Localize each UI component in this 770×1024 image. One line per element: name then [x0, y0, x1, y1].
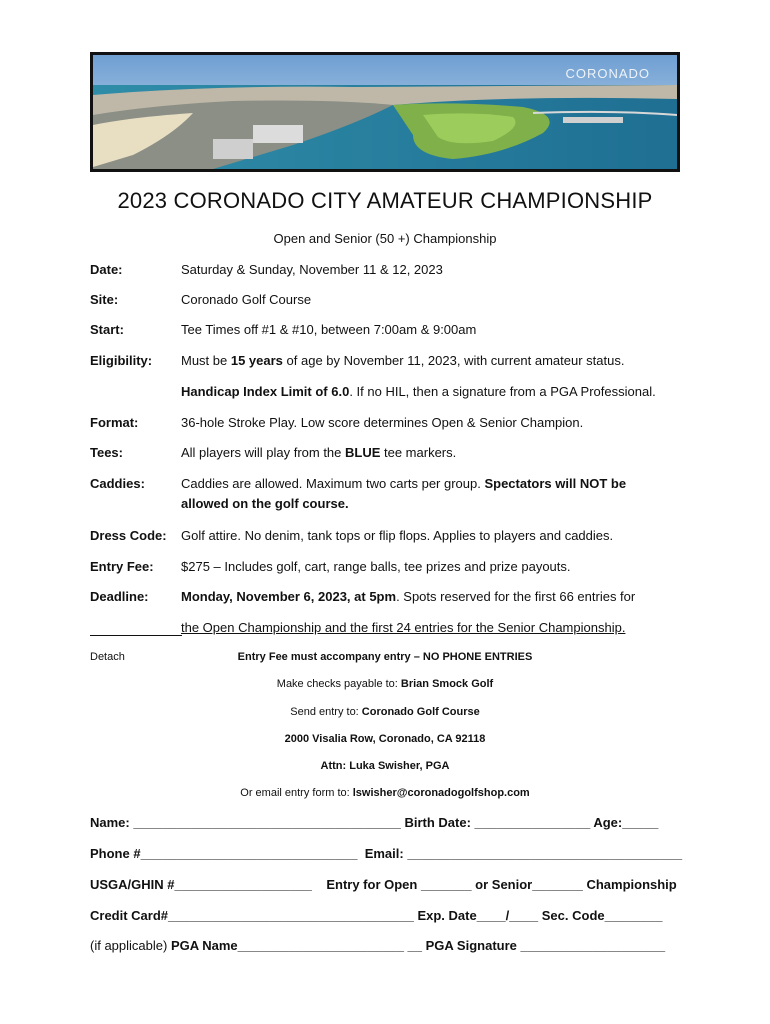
email-entry: Or email entry form to: lswisher@coronadogolfshop.com — [240, 787, 530, 799]
detail-label: Deadline: — [90, 589, 149, 604]
detail-value: All players will play from the BLUE tee markers. — [181, 445, 457, 460]
banner-caption: CORONADO — [565, 66, 650, 81]
page-title: 2023 CORONADO CITY AMATEUR CHAMPIONSHIP — [117, 188, 653, 213]
form-pga-line[interactable]: (if applicable) PGA Name_______________________ __ PGA Signature ____________________ — [90, 938, 666, 953]
detail-label: Format: — [90, 415, 139, 430]
send-entry-to: Send entry to: Coronado Golf Course — [290, 706, 480, 718]
detail-value: Saturday & Sunday, November 11 & 12, 2023 — [181, 262, 443, 277]
detail-value: the Open Championship and the first 24 entries for the Senior Championship. — [181, 620, 626, 635]
coronado-aerial-photo — [90, 52, 680, 172]
detail-value: Handicap Index Limit of 6.0. If no HIL, then a signature from a PGA Professional. — [181, 384, 656, 399]
detail-label: Dress Code: — [90, 528, 167, 543]
detail-label: Start: — [90, 322, 124, 337]
detail-value: Monday, November 6, 2023, at 5pm. Spots reserved for the first 66 entries for — [181, 589, 636, 604]
detail-label: Eligibility: — [90, 353, 153, 368]
detail-label: Site: — [90, 292, 119, 307]
detail-label: Entry Fee: — [90, 559, 154, 574]
form-usga-line[interactable]: USGA/GHIN #___________________ Entry for Open _______ or Senior_______ Championship — [90, 877, 677, 892]
checks-payable: Make checks payable to: Brian Smock Golf — [276, 678, 494, 690]
detail-label: Date: — [90, 262, 123, 277]
detail-value: 36-hole Stroke Play. Low score determines Open & Senior Champion. — [181, 415, 584, 430]
detail-value: Must be 15 years of age by November 11, 2023, with current amateur status. — [181, 353, 625, 368]
detail-label: Tees: — [90, 445, 123, 460]
detach-line — [90, 635, 182, 636]
detail-value: Tee Times off #1 & #10, between 7:00am & 9:00am — [181, 322, 477, 337]
detach-label: Detach — [90, 651, 125, 663]
detail-value: Caddies are allowed. Maximum two carts per group. Spectators will NOT be allowed on the golf course. — [181, 476, 627, 511]
detail-value: $275 – Includes golf, cart, range balls, tee prizes and prize payouts. — [181, 559, 571, 574]
attention-line: Attn: Luka Swisher, PGA — [320, 760, 450, 772]
form-credit-line[interactable]: Credit Card#__________________________________ Exp. Date____/____ Sec. Code________ — [90, 908, 663, 923]
page-subtitle: Open and Senior (50 +) Championship — [273, 231, 497, 246]
entry-fee-notice: Entry Fee must accompany entry – NO PHONE ENTRIES — [237, 651, 533, 663]
form-name-line[interactable]: Name: _____________________________________ Birth Date: ________________ Age:_____ — [90, 815, 659, 830]
detail-value: Golf attire. No denim, tank tops or flip flops. Applies to players and caddies. — [181, 528, 614, 543]
mailing-address: 2000 Visalia Row, Coronado, CA 92118 — [284, 733, 486, 745]
detail-value: Coronado Golf Course — [181, 292, 312, 307]
form-phone-line[interactable]: Phone #______________________________ Email: ______________________________________ — [90, 846, 683, 861]
detail-label: Caddies: — [90, 476, 145, 491]
